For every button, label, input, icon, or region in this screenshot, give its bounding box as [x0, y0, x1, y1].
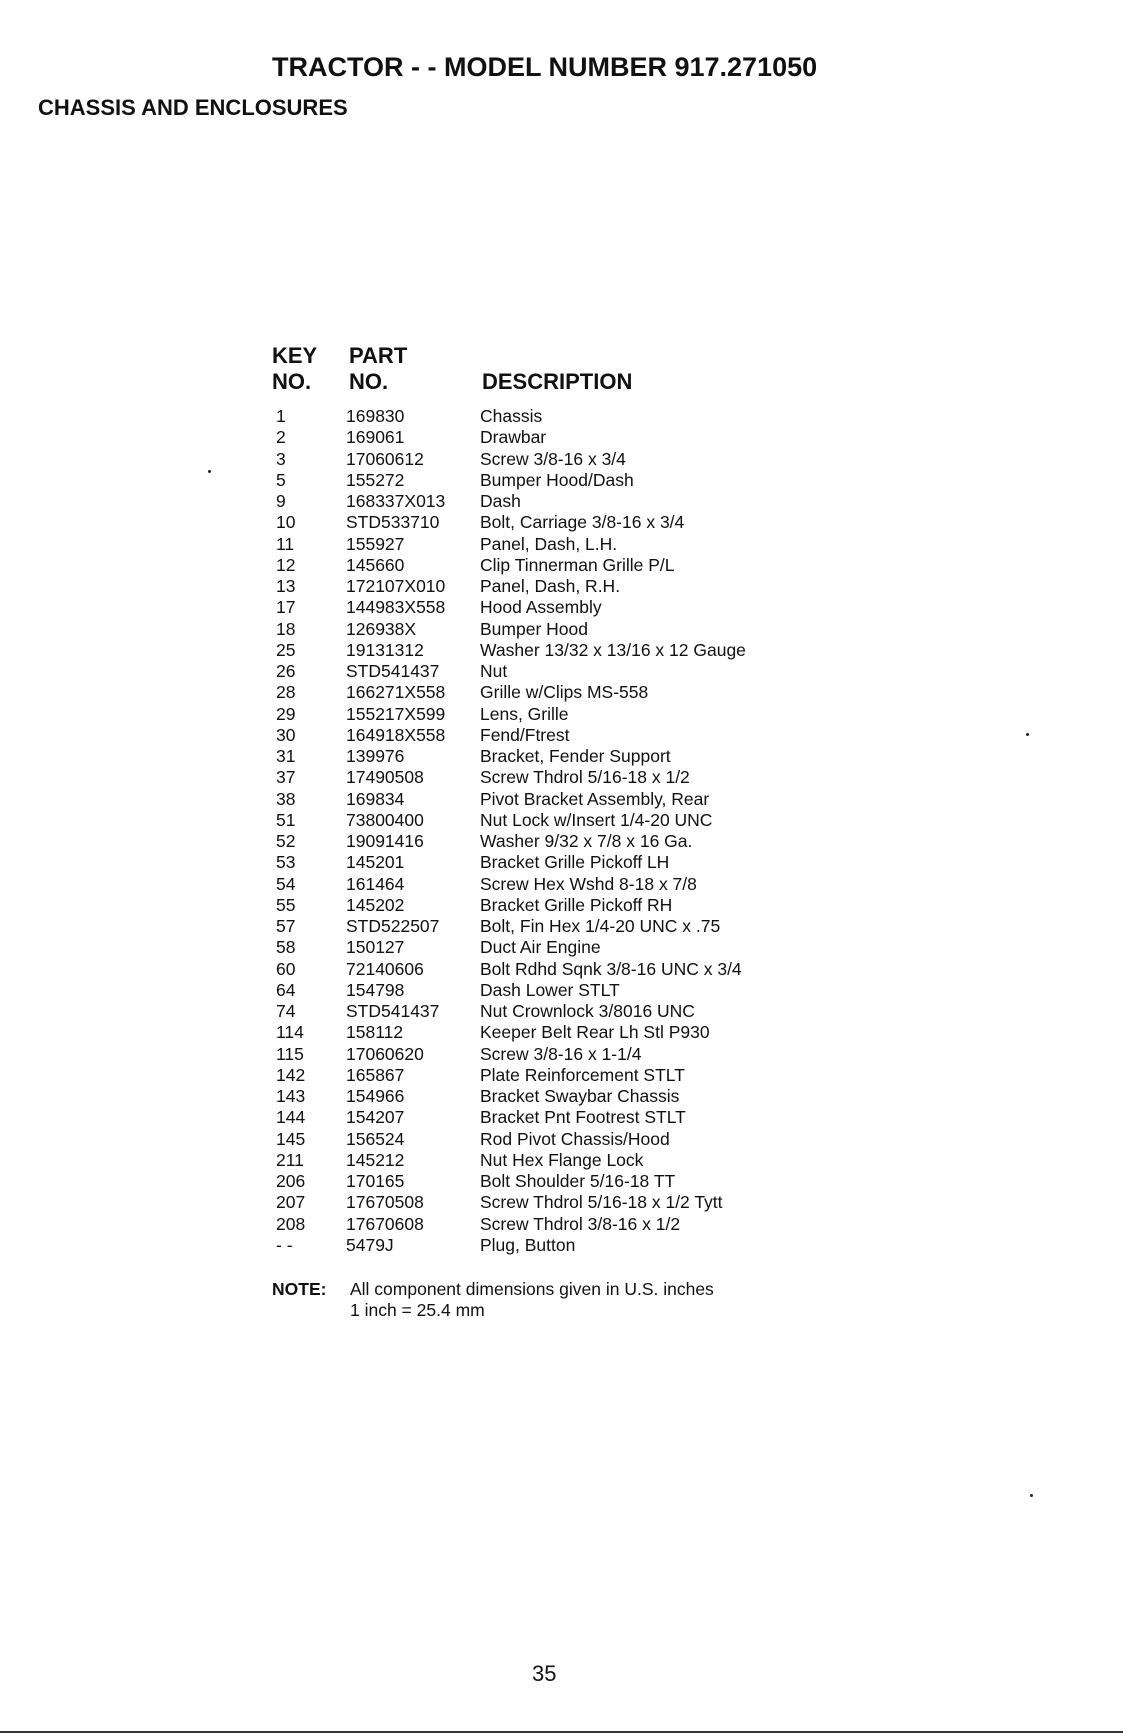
key-number: 25 [276, 639, 296, 660]
part-description: Nut Crownlock 3/8016 UNC [480, 1001, 695, 1021]
part-header-line2: NO. [349, 369, 389, 394]
key-number: 3 [276, 448, 286, 469]
part-description: Screw 3/8-16 x 3/4 [480, 448, 626, 469]
page-title: TRACTOR - - MODEL NUMBER 917.271050 [272, 52, 818, 82]
key-number: 58 [276, 937, 296, 958]
column-headers [272, 343, 872, 395]
key-no-header [272, 343, 317, 395]
part-description: Panel, Dash, R.H. [480, 576, 621, 596]
part-number: 155272 [346, 469, 405, 490]
part-number: 19131312 [346, 639, 424, 660]
page-number: 35 [532, 1661, 557, 1686]
key-number: 5 [276, 469, 286, 490]
part-description: Lens, Grille [480, 703, 569, 724]
table-row [272, 1086, 832, 1107]
key-number: 37 [276, 767, 296, 788]
table-row [272, 406, 832, 427]
table-row [272, 704, 832, 725]
part-number: 158112 [346, 1022, 404, 1043]
scan-speck [208, 470, 211, 473]
part-number: 73800400 [346, 809, 424, 830]
key-number: 2 [276, 427, 286, 448]
table-row [272, 1129, 832, 1150]
key-number: 52 [276, 831, 296, 851]
table-row [272, 555, 832, 576]
key-number: - - [276, 1234, 293, 1255]
part-description: Bolt Rdhd Sqnk 3/8-16 UNC x 3/4 [480, 958, 742, 979]
table-row [272, 1214, 832, 1235]
part-number: 155927 [346, 533, 405, 554]
part-description: Bracket Pnt Footrest STLT [480, 1107, 686, 1128]
part-description: Hood Assembly [480, 597, 602, 618]
part-description: Screw Thdrol 5/16-18 x 1/2 Tytt [480, 1192, 723, 1213]
part-description: Bracket Grille Pickoff RH [480, 894, 673, 915]
scan-speck [1030, 1494, 1033, 1497]
table-row [272, 576, 832, 597]
part-description: Rod Pivot Chassis/Hood [480, 1128, 670, 1149]
part-number: 168337X013 [346, 491, 446, 511]
table-row [272, 427, 832, 448]
part-description: Dash Lower STLT [480, 979, 620, 1000]
key-number: 51 [276, 809, 296, 830]
part-number: 17060612 [346, 448, 424, 469]
part-number: 19091416 [346, 831, 424, 851]
key-number: 206 [276, 1171, 306, 1191]
section-title: CHASSIS AND ENCLOSURES [38, 95, 348, 120]
part-description: Panel, Dash, L.H. [480, 533, 618, 554]
part-number: 154798 [346, 979, 405, 1000]
part-description: Drawbar [480, 427, 547, 448]
table-row [272, 746, 832, 767]
part-description: Nut [480, 661, 508, 681]
part-number: 17490508 [346, 767, 424, 788]
table-row [272, 874, 832, 895]
table-row [272, 491, 832, 512]
part-description: Bumper Hood [480, 618, 588, 639]
table-row [272, 619, 832, 640]
table-row [272, 831, 832, 852]
key-number: 208 [276, 1213, 306, 1234]
table-row [272, 512, 832, 533]
key-number: 29 [276, 703, 296, 724]
table-row [272, 1192, 832, 1213]
part-number: 155217X599 [346, 703, 446, 724]
table-row [272, 895, 832, 916]
part-description: Screw Thdrol 5/16-18 x 1/2 [480, 767, 690, 788]
table-row [272, 1065, 832, 1086]
table-row [272, 449, 832, 470]
part-number: 154966 [346, 1086, 405, 1106]
key-number: 11 [276, 533, 295, 554]
key-number: 28 [276, 682, 296, 703]
part-description: Fend/Ftrest [480, 724, 570, 745]
part-description: Bolt Shoulder 5/16-18 TT [480, 1171, 676, 1191]
scan-speck [1026, 733, 1029, 736]
table-row [272, 534, 832, 555]
part-number: 172107X010 [346, 576, 446, 596]
table-row [272, 1235, 832, 1256]
part-number: STD541437 [346, 661, 440, 681]
table-row [272, 959, 832, 980]
part-number: STD533710 [346, 512, 440, 533]
part-description: Grille w/Clips MS-558 [480, 682, 649, 703]
part-number: 139976 [346, 746, 405, 766]
part-number: 169834 [346, 788, 405, 809]
part-number: 72140606 [346, 958, 424, 979]
table-row [272, 1044, 832, 1065]
table-row [272, 767, 832, 788]
part-number: 17670508 [346, 1192, 424, 1213]
part-description: Washer 13/32 x 13/16 x 12 Gauge [480, 639, 746, 660]
table-row [272, 810, 832, 831]
part-number: 169061 [346, 427, 405, 448]
part-description: Nut Lock w/Insert 1/4-20 UNC [480, 809, 713, 830]
key-number: 74 [276, 1001, 296, 1021]
part-description: Duct Air Engine [480, 937, 601, 958]
table-row [272, 852, 832, 873]
part-number: 126938X [346, 618, 417, 639]
note-label: NOTE: [272, 1279, 327, 1299]
part-number: 145212 [346, 1149, 405, 1170]
key-number: 30 [276, 724, 296, 745]
key-header-line2: NO. [272, 369, 312, 394]
key-number: 1 [276, 406, 286, 426]
description-header: DESCRIPTION [482, 369, 633, 394]
table-row [272, 470, 832, 491]
part-description: Bracket Grille Pickoff LH [480, 852, 670, 873]
part-description: Pivot Bracket Assembly, Rear [480, 788, 710, 809]
part-number: 161464 [346, 873, 405, 894]
part-number: 169830 [346, 406, 405, 426]
table-row [272, 1022, 832, 1043]
table-row [272, 937, 832, 958]
part-number: 170165 [346, 1171, 405, 1191]
part-description: Keeper Belt Rear Lh Stl P930 [480, 1022, 710, 1043]
part-description: Bumper Hood/Dash [480, 469, 634, 490]
key-number: 38 [276, 788, 296, 809]
key-number: 143 [276, 1086, 306, 1106]
key-number: 114 [276, 1022, 304, 1043]
key-number: 55 [276, 894, 296, 915]
part-number: STD522507 [346, 916, 440, 936]
part-number: 5479J [346, 1234, 394, 1255]
part-number: 154207 [346, 1107, 405, 1128]
part-description: Screw Thdrol 3/8-16 x 1/2 [480, 1213, 681, 1234]
table-row [272, 1107, 832, 1128]
note-line-2: 1 inch = 25.4 mm [350, 1300, 485, 1320]
key-number: 57 [276, 916, 296, 936]
part-description: Bracket Swaybar Chassis [480, 1086, 680, 1106]
key-number: 26 [276, 661, 296, 681]
key-number: 207 [276, 1192, 306, 1213]
parts-list [272, 406, 832, 1256]
part-description: Washer 9/32 x 7/8 x 16 Ga. [480, 831, 693, 851]
key-number: 53 [276, 852, 296, 873]
table-row [272, 1171, 832, 1192]
part-description: Plug, Button [480, 1234, 576, 1255]
table-row [272, 1001, 832, 1022]
table-row [272, 789, 832, 810]
key-number: 211 [276, 1149, 304, 1170]
part-description: Bolt, Fin Hex 1/4-20 UNC x .75 [480, 916, 721, 936]
key-number: 18 [276, 618, 296, 639]
key-number: 9 [276, 491, 286, 511]
part-description: Nut Hex Flange Lock [480, 1149, 644, 1170]
table-row [272, 1150, 832, 1171]
key-number: 144 [276, 1107, 306, 1128]
part-description: Bolt, Carriage 3/8-16 x 3/4 [480, 512, 685, 533]
table-row [272, 980, 832, 1001]
part-number: 166271X558 [346, 682, 446, 703]
key-number: 17 [276, 597, 296, 618]
part-number: 150127 [346, 937, 405, 958]
table-row [272, 661, 832, 682]
key-number: 60 [276, 958, 296, 979]
key-header-line1: KEY [272, 343, 318, 368]
part-description: Clip Tinnerman Grille P/L [480, 554, 675, 575]
key-number: 64 [276, 979, 296, 1000]
table-row [272, 640, 832, 661]
part-description: Plate Reinforcement STLT [480, 1064, 685, 1085]
part-description: Screw 3/8-16 x 1-1/4 [480, 1043, 642, 1064]
part-description: Bracket, Fender Support [480, 746, 671, 766]
part-number: 144983X558 [346, 597, 446, 618]
key-number: 142 [276, 1064, 306, 1085]
page-edge-line [0, 1731, 1123, 1733]
part-no-header [349, 343, 407, 395]
note-line-1: All component dimensions given in U.S. inches [350, 1279, 714, 1299]
key-number: 12 [276, 554, 296, 575]
key-number: 145 [276, 1128, 306, 1149]
part-number: 145202 [346, 894, 405, 915]
key-number: 10 [276, 512, 296, 533]
table-row [272, 725, 832, 746]
part-number: 17670608 [346, 1213, 424, 1234]
table-row [272, 682, 832, 703]
part-number: 145660 [346, 554, 405, 575]
key-number: 115 [276, 1043, 304, 1064]
part-number: 17060620 [346, 1043, 424, 1064]
key-number: 54 [276, 873, 296, 894]
key-number: 31 [276, 746, 296, 766]
part-header-line1: PART [349, 343, 408, 368]
part-description: Chassis [480, 406, 543, 426]
part-number: 165867 [346, 1064, 405, 1085]
part-number: 156524 [346, 1128, 405, 1149]
part-description: Screw Hex Wshd 8-18 x 7/8 [480, 873, 697, 894]
part-description: Dash [480, 491, 521, 511]
part-number: 164918X558 [346, 724, 446, 745]
table-row [272, 597, 832, 618]
key-number: 13 [276, 576, 296, 596]
part-number: 145201 [346, 852, 405, 873]
part-number: STD541437 [346, 1001, 440, 1021]
table-row [272, 916, 832, 937]
